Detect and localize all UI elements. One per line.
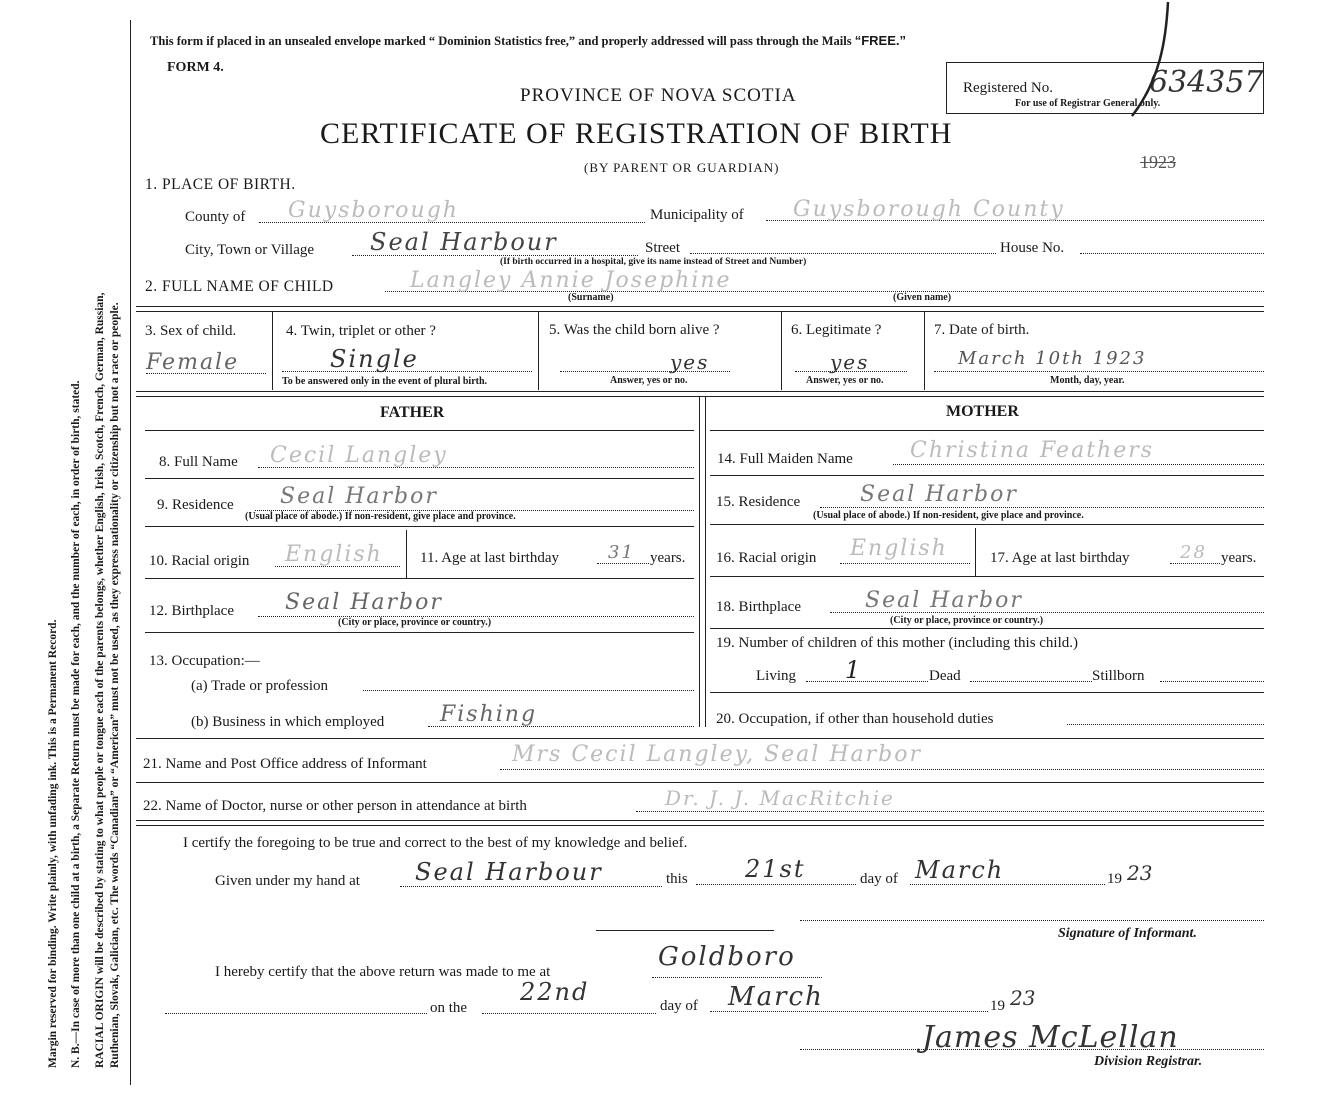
house-number-line [1080, 253, 1264, 254]
mail-notice: This form if placed in an unsealed envelope marked “ Dominion Statistics free,” and properly addressed will pass through the Mails “FREE.” [150, 33, 906, 48]
city-value: Seal Harbour [370, 228, 558, 256]
registrar-blank-line [165, 1013, 427, 1014]
father-residence-note: (Usual place of abode.) If non-resident, give place and province. [245, 511, 516, 522]
cert-year-value: 23 [1127, 861, 1153, 885]
mother-racial-line [840, 563, 970, 564]
father-rule-2 [145, 526, 694, 527]
mother-birthplace-value: Seal Harbor [865, 588, 1023, 613]
registrar-signature: James McLellan [922, 1020, 1179, 1055]
registrar-day-line [482, 1013, 656, 1014]
twin-note: To be answered only in the event of plural birth. [282, 376, 488, 387]
mother-rule-5 [710, 692, 1264, 693]
father-name-value: Cecil Langley [270, 443, 448, 468]
this-label: this [666, 871, 688, 887]
mother-name-label: 14. Full Maiden Name [717, 451, 853, 467]
municipality-label: Municipality of [650, 207, 744, 223]
father-rule-3 [145, 578, 694, 579]
dob-value: March 10th 1923 [958, 348, 1147, 369]
father-trade-label: (a) Trade or profession [191, 678, 329, 694]
mother-racial-label: 16. Racial origin [716, 550, 817, 566]
mother-rule-1 [710, 475, 1264, 476]
child-name-label: 2. FULL NAME OF CHILD [145, 278, 334, 295]
rule-after-child-name [136, 306, 1264, 312]
mother-name-line [893, 464, 1264, 465]
dob-label: 7. Date of birth. [934, 322, 1030, 338]
registrar-statement: I hereby certify that the above return was made to me at [215, 964, 551, 980]
registrar-day-value: 22nd [520, 978, 590, 1006]
divider-6-7 [924, 312, 925, 390]
mother-residence-note: (Usual place of abode.) If non-resident, give place and province. [813, 510, 1084, 521]
registrar-day-of-label: day of [660, 998, 698, 1014]
dead-line [970, 681, 1092, 682]
father-residence-label: 9. Residence [157, 497, 234, 513]
father-rule-0 [145, 430, 694, 431]
certificate-title: CERTIFICATE OF REGISTRATION OF BIRTH [320, 117, 953, 150]
registration-label: Registered No. [963, 80, 1053, 96]
mother-racial-divider [975, 528, 976, 576]
street-line [690, 253, 996, 254]
parent-divider-a [699, 397, 700, 727]
registrar-place-line [652, 977, 822, 978]
living-label: Living [756, 668, 796, 684]
father-birthplace-note: (City or place, province or country.) [338, 617, 492, 628]
father-heading: FATHER [380, 404, 445, 421]
mother-birthplace-note: (City or place, province or country.) [890, 615, 1044, 626]
mother-racial-value: English [850, 536, 948, 561]
legitimate-label: 6. Legitimate ? [791, 322, 882, 338]
separator-rule [596, 930, 774, 931]
divider-4-5 [538, 312, 539, 390]
father-age-line [597, 563, 649, 564]
municipality-value: Guysborough County [793, 197, 1065, 222]
mother-occupation-line [1067, 724, 1264, 725]
mother-occupation-label: 20. Occupation, if other than household duties [716, 711, 994, 727]
father-residence-value: Seal Harbor [280, 484, 438, 509]
father-age-label: 11. Age at last birthday [420, 550, 559, 566]
living-value: 1 [845, 656, 863, 684]
place-of-birth-heading: 1. PLACE OF BIRTH. [145, 176, 296, 193]
margin-note-3: RACIAL ORIGIN will be described by stating to what people or tongue each of the parents belongs, whether English, Irish, Scotch, French, German, Russian, [94, 292, 106, 1068]
registrar-month-value: March [728, 982, 824, 1012]
rule-before-certification [136, 820, 1264, 826]
twin-value: Single [330, 345, 419, 373]
living-line [806, 681, 928, 682]
mother-age-line [1170, 563, 1220, 564]
father-business-label: (b) Business in which employed [191, 714, 385, 730]
informant-label: 21. Name and Post Office address of Informant [143, 756, 427, 772]
father-age-value: 31 [608, 542, 635, 563]
father-racial-label: 10. Racial origin [149, 553, 250, 569]
certification-statement: I certify the foregoing to be true and correct to the best of my knowledge and belief. [183, 835, 688, 851]
mother-residence-label: 15. Residence [716, 494, 801, 510]
stillborn-label: Stillborn [1092, 668, 1145, 684]
certificate-subtitle: (BY PARENT OR GUARDIAN) [584, 160, 780, 175]
province-heading: PROVINCE OF NOVA SCOTIA [520, 85, 797, 106]
county-value: Guysborough [288, 198, 459, 223]
registration-pen-stroke [1120, 0, 1180, 120]
father-racial-value: English [285, 542, 383, 567]
father-name-label: 8. Full Name [159, 454, 238, 470]
mother-rule-0 [710, 430, 1264, 431]
given-under-label: Given under my hand at [215, 873, 360, 889]
stamp-fragment: 1923 [1140, 152, 1176, 172]
given-place-value: Seal Harbour [415, 858, 603, 886]
rule-before-doctor [136, 782, 1264, 783]
mother-children-label: 19. Number of children of this mother (including this child.) [716, 635, 1079, 651]
cert-day-value: 21st [745, 855, 806, 883]
margin-rule [130, 20, 131, 1085]
dead-label: Dead [929, 668, 961, 684]
mother-rule-3 [710, 576, 1264, 577]
mother-birthplace-label: 18. Birthplace [716, 599, 801, 615]
margin-note-4: Ruthenian, Slovak, Galician, etc. The words “Canadian” or “American” must not be used, as they express nationality or citizenship but not a race or people. [109, 302, 121, 1068]
mother-residence-value: Seal Harbor [860, 482, 1018, 507]
mother-rule-4 [710, 628, 1264, 629]
on-the-label: on the [430, 1000, 468, 1016]
doctor-line [636, 811, 1264, 812]
registration-number: 634357 [1149, 65, 1264, 100]
legitimate-value: yes [830, 350, 870, 374]
informant-value: Mrs Cecil Langley, Seal Harbor [512, 742, 922, 767]
cert-month-value: March [915, 856, 1005, 884]
informant-signature-line [800, 920, 1264, 921]
cert-day-line [696, 884, 856, 885]
mother-residence-line [820, 507, 1264, 508]
father-racial-divider [406, 530, 407, 578]
doctor-label: 22. Name of Doctor, nurse or other person in attendance at birth [143, 798, 527, 814]
doctor-value: Dr. J. J. MacRitchie [665, 786, 895, 810]
given-place-line [400, 886, 662, 887]
mother-age-label: 17. Age at last birthday [990, 550, 1130, 566]
cert-year-prefix: 19 [1107, 871, 1122, 887]
parent-divider-b [705, 397, 706, 727]
form-number: FORM 4. [167, 60, 224, 75]
margin-note-2: N. B.—In case of more than one child at a birth, a Separate Return must be made for each, and the number of each, in order of birth, stated. [70, 380, 82, 1068]
father-age-suffix: years. [650, 550, 686, 566]
registration-note: For use of Registrar General only. [1015, 98, 1161, 109]
twin-label: 4. Twin, triplet or other ? [286, 323, 436, 339]
informant-signature-label: Signature of Informant. [1058, 926, 1197, 941]
father-birthplace-value: Seal Harbor [285, 590, 443, 615]
child-name-value: Langley Annie Josephine [410, 268, 732, 293]
cert-day-of-label: day of [860, 871, 898, 887]
father-rule-1 [145, 478, 694, 479]
mother-age-suffix: years. [1221, 550, 1257, 566]
rule-before-informant [136, 738, 1264, 739]
street-note: (If birth occurred in a hospital, give its name instead of Street and Number) [500, 257, 807, 267]
father-trade-line [363, 690, 694, 691]
born-alive-value: yes [670, 350, 710, 374]
registrar-year-prefix: 19 [990, 998, 1005, 1014]
born-alive-label: 5. Was the child born alive ? [549, 322, 720, 338]
informant-line [500, 769, 1264, 770]
mother-heading: MOTHER [946, 403, 1019, 420]
registrar-place-value: Goldboro [658, 942, 796, 972]
sex-value: Female [146, 350, 240, 375]
registration-box [946, 62, 1264, 114]
sex-label: 3. Sex of child. [145, 323, 237, 339]
stillborn-line [1160, 681, 1264, 682]
division-registrar-label: Division Registrar. [1094, 1054, 1203, 1069]
divider-5-6 [781, 312, 782, 390]
registrar-year-value: 23 [1010, 986, 1036, 1010]
given-name-note: (Given name) [893, 292, 952, 303]
legitimate-note: Answer, yes or no. [806, 375, 884, 386]
dob-note: Month, day, year. [1050, 375, 1125, 386]
father-business-value: Fishing [440, 702, 538, 727]
mother-age-value: 28 [1180, 542, 1207, 563]
city-label: City, Town or Village [185, 242, 315, 258]
margin-note-1: Margin reserved for binding. Write plainly, with unfading ink. This is a Permanent Record. [47, 619, 59, 1068]
father-rule-4 [145, 632, 694, 633]
house-number-label: House No. [1000, 240, 1065, 256]
divider-3-4 [272, 312, 273, 390]
born-alive-note: Answer, yes or no. [610, 375, 688, 386]
county-label: County of [185, 209, 246, 225]
father-occupation-label: 13. Occupation:— [149, 653, 260, 669]
street-label: Street [645, 240, 680, 256]
mother-rule-2 [710, 524, 1264, 525]
father-birthplace-label: 12. Birthplace [149, 603, 234, 619]
rule-before-parents [136, 391, 1264, 397]
mother-name-value: Christina Feathers [910, 438, 1155, 463]
dob-line [934, 371, 1264, 372]
cert-month-line [910, 884, 1105, 885]
surname-note: (Surname) [568, 292, 614, 303]
